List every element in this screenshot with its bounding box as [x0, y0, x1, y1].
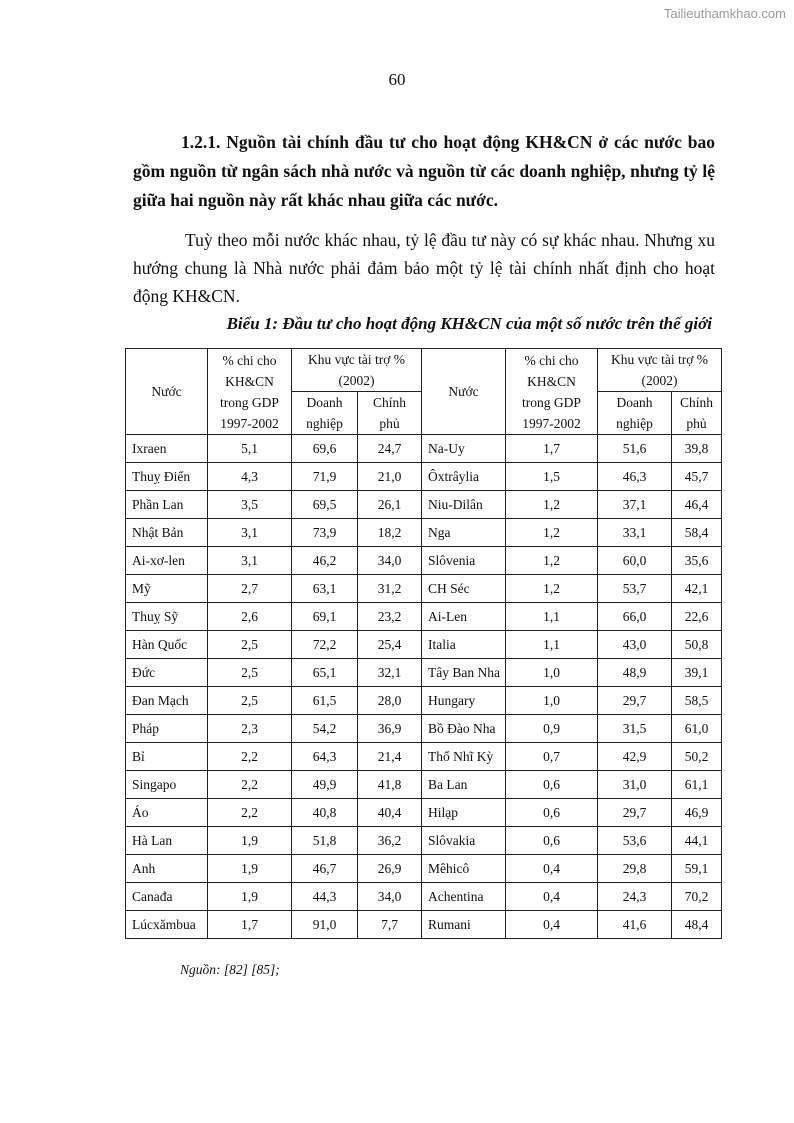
cell-pct-gdp: 2,2 — [208, 743, 292, 771]
cell-country: Na-Uy — [422, 435, 506, 463]
cell-business: 69,6 — [292, 435, 358, 463]
investment-table — [125, 348, 722, 939]
cell-government: 36,9 — [358, 715, 422, 743]
cell-business: 72,2 — [292, 631, 358, 659]
cell-country: Thuỵ Sỹ — [126, 603, 208, 631]
cell-pct-gdp: 0,4 — [506, 855, 598, 883]
cell-pct-gdp: 1,9 — [208, 883, 292, 911]
cell-country: Ai-xơ-len — [126, 547, 208, 575]
cell-pct-gdp: 2,5 — [208, 631, 292, 659]
cell-business: 53,6 — [598, 827, 672, 855]
cell-business: 51,6 — [598, 435, 672, 463]
header-business: Doanh nghiệp — [292, 392, 358, 435]
table-row — [126, 883, 722, 911]
cell-pct-gdp: 1,7 — [208, 911, 292, 939]
table-row — [126, 631, 722, 659]
cell-country: Đức — [126, 659, 208, 687]
cell-pct-gdp: 1,9 — [208, 827, 292, 855]
table-row — [126, 827, 722, 855]
cell-business: 41,6 — [598, 911, 672, 939]
cell-government: 28,0 — [358, 687, 422, 715]
cell-pct-gdp: 0,9 — [506, 715, 598, 743]
cell-government: 26,1 — [358, 491, 422, 519]
cell-government: 44,1 — [672, 827, 722, 855]
cell-government: 50,2 — [672, 743, 722, 771]
cell-country: Ai-Len — [422, 603, 506, 631]
cell-country: Tây Ban Nha — [422, 659, 506, 687]
header-country: Nước — [126, 349, 208, 435]
cell-government: 50,8 — [672, 631, 722, 659]
table-row — [126, 687, 722, 715]
cell-pct-gdp: 1,2 — [506, 491, 598, 519]
cell-business: 33,1 — [598, 519, 672, 547]
table-row — [126, 491, 722, 519]
cell-pct-gdp: 1,2 — [506, 519, 598, 547]
cell-pct-gdp: 1,2 — [506, 575, 598, 603]
table-row — [126, 771, 722, 799]
cell-country: Pháp — [126, 715, 208, 743]
header-government-2: Chính phủ — [672, 392, 722, 435]
body-paragraph: Tuỳ theo mỗi nước khác nhau, tỷ lệ đầu tư này có sự khác nhau. Nhưng xu hướng chung là Nhà nước phải đảm bảo một tỷ lệ tài chính nhất định cho hoạt động KH&CN. — [133, 230, 715, 306]
cell-business: 29,7 — [598, 687, 672, 715]
header-funding-sector-2: Khu vực tài trợ % (2002) — [598, 349, 722, 392]
cell-business: 31,0 — [598, 771, 672, 799]
cell-country: Slôvenia — [422, 547, 506, 575]
cell-business: 73,9 — [292, 519, 358, 547]
cell-pct-gdp: 3,5 — [208, 491, 292, 519]
cell-business: 46,2 — [292, 547, 358, 575]
cell-country: Hungary — [422, 687, 506, 715]
cell-country: Nga — [422, 519, 506, 547]
cell-business: 51,8 — [292, 827, 358, 855]
cell-pct-gdp: 1,0 — [506, 659, 598, 687]
cell-country: Canađa — [126, 883, 208, 911]
cell-government: 40,4 — [358, 799, 422, 827]
cell-business: 64,3 — [292, 743, 358, 771]
cell-government: 32,1 — [358, 659, 422, 687]
cell-business: 61,5 — [292, 687, 358, 715]
table-body — [126, 435, 722, 939]
cell-country: Bỉ — [126, 743, 208, 771]
cell-government: 25,4 — [358, 631, 422, 659]
cell-government: 39,8 — [672, 435, 722, 463]
cell-country: Mêhicô — [422, 855, 506, 883]
cell-pct-gdp: 2,2 — [208, 799, 292, 827]
cell-country: Hàn Quốc — [126, 631, 208, 659]
cell-pct-gdp: 1,0 — [506, 687, 598, 715]
cell-government: 70,2 — [672, 883, 722, 911]
cell-government: 41,8 — [358, 771, 422, 799]
table-header-row — [126, 349, 722, 392]
cell-government: 61,1 — [672, 771, 722, 799]
cell-pct-gdp: 3,1 — [208, 547, 292, 575]
cell-government: 26,9 — [358, 855, 422, 883]
cell-country: Ba Lan — [422, 771, 506, 799]
cell-business: 29,7 — [598, 799, 672, 827]
header-pct-gdp: % chi cho KH&CN trong GDP 1997-2002 — [208, 349, 292, 435]
cell-business: 69,5 — [292, 491, 358, 519]
cell-business: 31,5 — [598, 715, 672, 743]
table-row — [126, 743, 722, 771]
cell-pct-gdp: 0,6 — [506, 827, 598, 855]
cell-country: Singapo — [126, 771, 208, 799]
cell-pct-gdp: 2,7 — [208, 575, 292, 603]
cell-pct-gdp: 2,5 — [208, 659, 292, 687]
cell-country: Achentina — [422, 883, 506, 911]
cell-pct-gdp: 0,6 — [506, 799, 598, 827]
cell-country: Ixraen — [126, 435, 208, 463]
section-heading: 1.2.1. Nguồn tài chính đầu tư cho hoạt động KH&CN ở các nước bao gồm nguồn từ ngân sách nhà nước và nguồn từ các doanh nghiệp, nhưng tỷ lệ giữa hai nguồn này rất khác nhau giữa các nước. — [133, 132, 715, 210]
cell-pct-gdp: 0,4 — [506, 883, 598, 911]
cell-country: Ôxtrâylia — [422, 463, 506, 491]
table-caption: Biểu 1: Đầu tư cho hoạt động KH&CN của một số nước trên thế giới — [226, 314, 712, 333]
table-row — [126, 799, 722, 827]
cell-pct-gdp: 1,2 — [506, 547, 598, 575]
cell-government: 18,2 — [358, 519, 422, 547]
table-row — [126, 435, 722, 463]
cell-government: 24,7 — [358, 435, 422, 463]
cell-business: 69,1 — [292, 603, 358, 631]
table-row — [126, 463, 722, 491]
table-row — [126, 603, 722, 631]
cell-government: 42,1 — [672, 575, 722, 603]
cell-country: CH Séc — [422, 575, 506, 603]
cell-business: 65,1 — [292, 659, 358, 687]
cell-pct-gdp: 0,7 — [506, 743, 598, 771]
cell-business: 54,2 — [292, 715, 358, 743]
cell-business: 42,9 — [598, 743, 672, 771]
cell-government: 46,9 — [672, 799, 722, 827]
table-row — [126, 547, 722, 575]
header-government: Chính phủ — [358, 392, 422, 435]
header-country-2: Nước — [422, 349, 506, 435]
cell-pct-gdp: 1,5 — [506, 463, 598, 491]
cell-government: 61,0 — [672, 715, 722, 743]
cell-business: 46,7 — [292, 855, 358, 883]
page-number: 60 — [388, 70, 406, 89]
cell-country: Hilạp — [422, 799, 506, 827]
cell-business: 60,0 — [598, 547, 672, 575]
cell-government: 34,0 — [358, 547, 422, 575]
cell-business: 63,1 — [292, 575, 358, 603]
source-note: Nguồn: [82] [85]; — [180, 962, 280, 977]
cell-business: 29,8 — [598, 855, 672, 883]
cell-government: 34,0 — [358, 883, 422, 911]
cell-business: 24,3 — [598, 883, 672, 911]
cell-pct-gdp: 1,7 — [506, 435, 598, 463]
cell-government: 7,7 — [358, 911, 422, 939]
cell-government: 58,5 — [672, 687, 722, 715]
cell-business: 37,1 — [598, 491, 672, 519]
cell-pct-gdp: 2,3 — [208, 715, 292, 743]
cell-pct-gdp: 2,5 — [208, 687, 292, 715]
cell-pct-gdp: 0,4 — [506, 911, 598, 939]
cell-country: Rumani — [422, 911, 506, 939]
cell-country: Lúcxămbua — [126, 911, 208, 939]
cell-country: Áo — [126, 799, 208, 827]
cell-government: 21,4 — [358, 743, 422, 771]
cell-country: Italia — [422, 631, 506, 659]
cell-business: 44,3 — [292, 883, 358, 911]
cell-business: 66,0 — [598, 603, 672, 631]
cell-government: 48,4 — [672, 911, 722, 939]
cell-government: 46,4 — [672, 491, 722, 519]
cell-business: 46,3 — [598, 463, 672, 491]
cell-business: 53,7 — [598, 575, 672, 603]
cell-country: Hà Lan — [126, 827, 208, 855]
header-funding-sector: Khu vực tài trợ % (2002) — [292, 349, 422, 392]
cell-pct-gdp: 5,1 — [208, 435, 292, 463]
table-row — [126, 519, 722, 547]
table-row — [126, 855, 722, 883]
cell-pct-gdp: 2,6 — [208, 603, 292, 631]
cell-country: Thuỵ Điển — [126, 463, 208, 491]
cell-country: Thổ Nhĩ Kỳ — [422, 743, 506, 771]
table-row — [126, 659, 722, 687]
cell-pct-gdp: 1,1 — [506, 631, 598, 659]
cell-business: 91,0 — [292, 911, 358, 939]
cell-pct-gdp: 4,3 — [208, 463, 292, 491]
cell-government: 23,2 — [358, 603, 422, 631]
cell-country: Mỹ — [126, 575, 208, 603]
cell-government: 22,6 — [672, 603, 722, 631]
header-business-2: Doanh nghiệp — [598, 392, 672, 435]
cell-government: 39,1 — [672, 659, 722, 687]
cell-pct-gdp: 1,1 — [506, 603, 598, 631]
cell-government: 45,7 — [672, 463, 722, 491]
cell-government: 59,1 — [672, 855, 722, 883]
cell-country: Phần Lan — [126, 491, 208, 519]
watermark: Tailieuthamkhao.com — [663, 6, 786, 21]
cell-business: 43,0 — [598, 631, 672, 659]
cell-country: Slôvakia — [422, 827, 506, 855]
table-row — [126, 911, 722, 939]
header-pct-gdp-2: % chi cho KH&CN trong GDP 1997-2002 — [506, 349, 598, 435]
cell-pct-gdp: 1,9 — [208, 855, 292, 883]
cell-government: 21,0 — [358, 463, 422, 491]
cell-business: 71,9 — [292, 463, 358, 491]
cell-country: Nhật Bản — [126, 519, 208, 547]
cell-government: 58,4 — [672, 519, 722, 547]
cell-country: Đan Mạch — [126, 687, 208, 715]
cell-government: 31,2 — [358, 575, 422, 603]
cell-business: 49,9 — [292, 771, 358, 799]
cell-pct-gdp: 2,2 — [208, 771, 292, 799]
cell-business: 48,9 — [598, 659, 672, 687]
cell-country: Anh — [126, 855, 208, 883]
cell-country: Niu-Dilân — [422, 491, 506, 519]
table-row — [126, 575, 722, 603]
cell-pct-gdp: 3,1 — [208, 519, 292, 547]
cell-pct-gdp: 0,6 — [506, 771, 598, 799]
table-row — [126, 715, 722, 743]
cell-government: 36,2 — [358, 827, 422, 855]
cell-government: 35,6 — [672, 547, 722, 575]
cell-country: Bồ Đào Nha — [422, 715, 506, 743]
cell-business: 40,8 — [292, 799, 358, 827]
